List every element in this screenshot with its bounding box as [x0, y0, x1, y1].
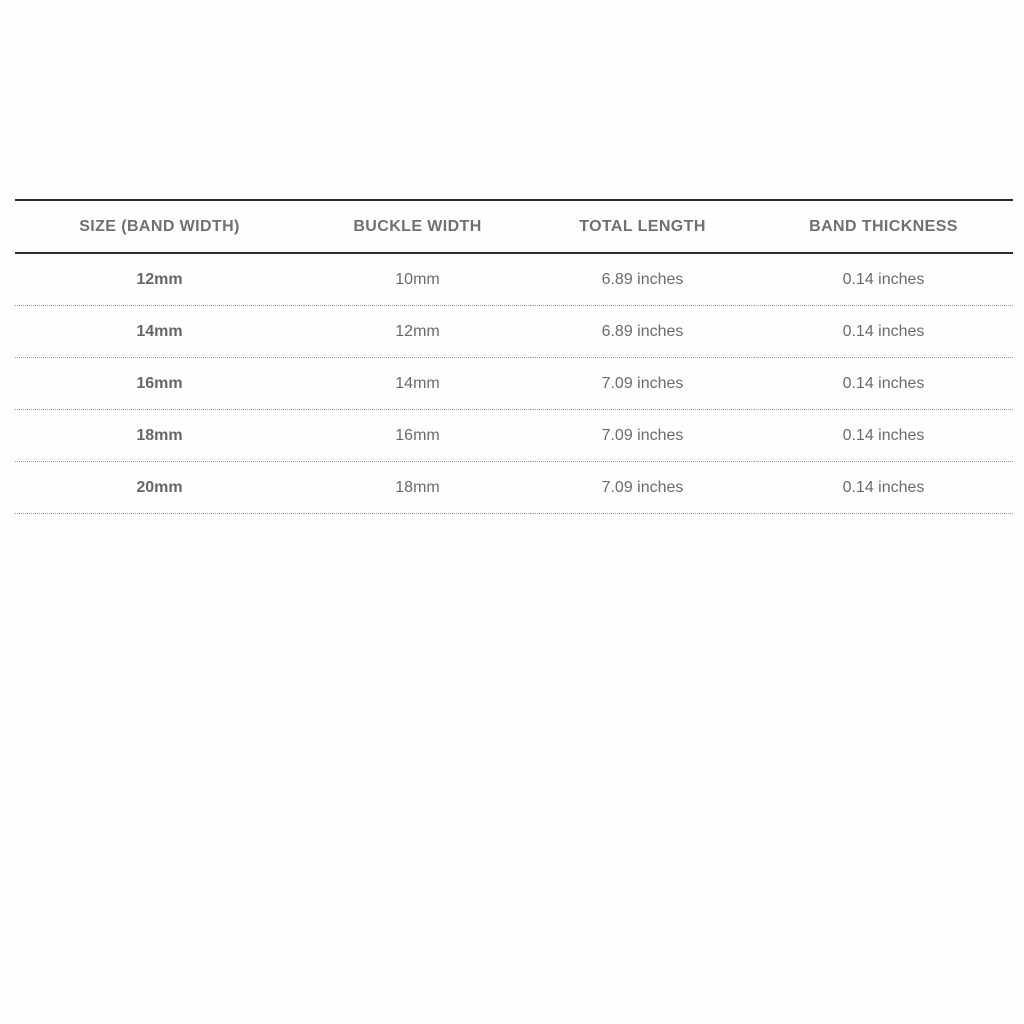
- buckle-width-cell: 14mm: [304, 358, 531, 410]
- size-chart-table: [15, 199, 1013, 514]
- buckle-width-cell: 10mm: [304, 253, 531, 306]
- size-cell: 12mm: [15, 253, 304, 306]
- table-row: [15, 306, 1013, 358]
- table-header-row: [15, 200, 1013, 253]
- total-length-cell: 6.89 inches: [531, 253, 754, 306]
- size-cell: 14mm: [15, 306, 304, 358]
- header-total-length: TOTAL LENGTH: [531, 200, 754, 253]
- total-length-cell: 7.09 inches: [531, 358, 754, 410]
- band-thickness-cell: 0.14 inches: [754, 253, 1013, 306]
- table-row: [15, 358, 1013, 410]
- table-row: [15, 462, 1013, 514]
- total-length-cell: 7.09 inches: [531, 462, 754, 514]
- buckle-width-cell: 12mm: [304, 306, 531, 358]
- band-thickness-cell: 0.14 inches: [754, 410, 1013, 462]
- size-cell: 18mm: [15, 410, 304, 462]
- table-row: [15, 253, 1013, 306]
- band-thickness-cell: 0.14 inches: [754, 358, 1013, 410]
- buckle-width-cell: 16mm: [304, 410, 531, 462]
- size-cell: 16mm: [15, 358, 304, 410]
- size-cell: 20mm: [15, 462, 304, 514]
- header-band-thickness: BAND THICKNESS: [754, 200, 1013, 253]
- total-length-cell: 6.89 inches: [531, 306, 754, 358]
- total-length-cell: 7.09 inches: [531, 410, 754, 462]
- buckle-width-cell: 18mm: [304, 462, 531, 514]
- band-thickness-cell: 0.14 inches: [754, 462, 1013, 514]
- header-buckle-width: BUCKLE WIDTH: [304, 200, 531, 253]
- band-thickness-cell: 0.14 inches: [754, 306, 1013, 358]
- header-size: SIZE (BAND WIDTH): [15, 200, 304, 253]
- table-row: [15, 410, 1013, 462]
